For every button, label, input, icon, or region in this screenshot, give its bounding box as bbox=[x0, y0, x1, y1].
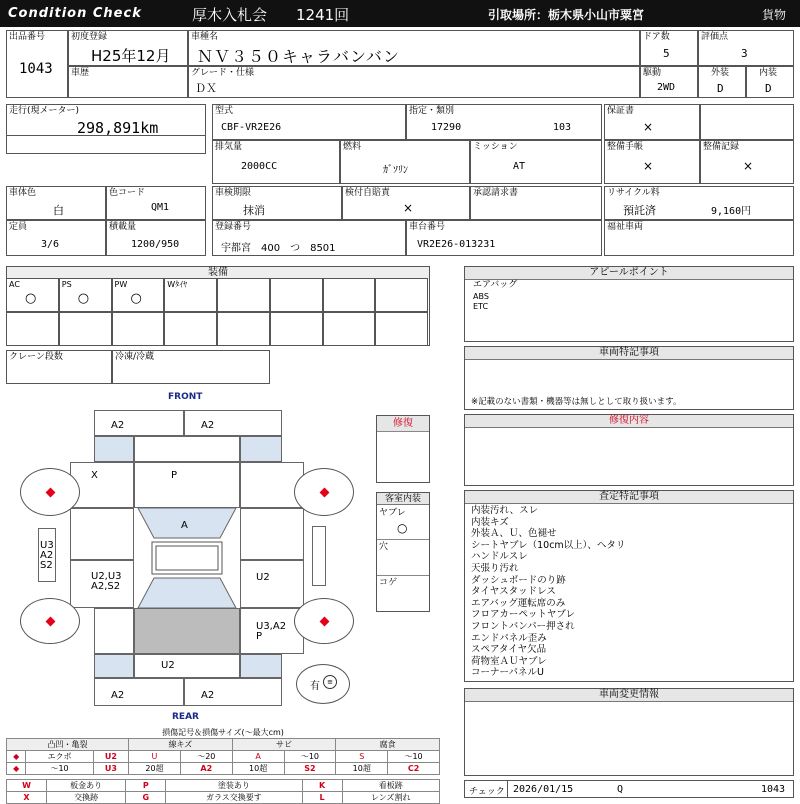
recycle-label: リサイクル料 bbox=[607, 188, 660, 198]
vehicle-category: 貨物 bbox=[762, 8, 787, 22]
legend-code: L bbox=[302, 792, 342, 804]
inspection-note: ハンドルスレ bbox=[471, 551, 528, 563]
right-front-door bbox=[240, 508, 304, 560]
mark-x: X bbox=[91, 470, 98, 481]
repair-box bbox=[376, 415, 430, 483]
spare-tire bbox=[296, 664, 350, 704]
rear-bumper-left bbox=[94, 678, 184, 706]
type-label: 型式 bbox=[215, 106, 234, 116]
legend-cell: ガラス交換要す bbox=[166, 792, 302, 804]
mission-box bbox=[470, 140, 602, 184]
legend-title: 損傷記号＆損傷サイズ(～最大cm) bbox=[162, 728, 284, 737]
mark-a2-rear-left: A2 bbox=[111, 690, 125, 701]
mission-label: ミッション bbox=[473, 142, 518, 152]
mark-a2-rear-right: A2 bbox=[201, 690, 215, 701]
load-label: 積載量 bbox=[109, 222, 137, 232]
mark-a2-front-left: A2 bbox=[111, 420, 125, 431]
body-color-label: 車体色 bbox=[9, 188, 37, 198]
rear-gate bbox=[134, 654, 240, 678]
welfare-label: 福祉車両 bbox=[607, 222, 644, 232]
change-panel bbox=[464, 688, 794, 776]
inspection-note: コーナーパネルU bbox=[471, 667, 544, 679]
appeal-item: エアバッグ bbox=[473, 280, 518, 290]
service-value: × bbox=[743, 159, 754, 173]
score-value: 3 bbox=[741, 47, 748, 60]
mark-right-quarter: U3,A2 P bbox=[256, 621, 287, 642]
check-label: チェック bbox=[469, 787, 505, 797]
color-code-label: 色コード bbox=[109, 188, 146, 198]
ext-label: 外装 bbox=[711, 68, 730, 78]
inspection-notes-panel bbox=[464, 490, 794, 682]
load-value: 1200/950 bbox=[131, 239, 180, 250]
equipment-cell bbox=[375, 278, 428, 312]
mark-u2-rear: U2 bbox=[161, 660, 175, 671]
check-mark: Q bbox=[617, 784, 624, 795]
crane-box bbox=[6, 350, 112, 384]
load-box bbox=[106, 220, 206, 256]
logo: Condition Check bbox=[8, 6, 142, 21]
category-number: 103 bbox=[553, 122, 572, 133]
legend-code: U2 bbox=[93, 751, 128, 763]
mark-left-slide: U2,U3 A2,S2 bbox=[91, 571, 122, 592]
appeal-item: ABS bbox=[473, 292, 489, 301]
service-label: 整備記録 bbox=[703, 142, 740, 152]
fuel-value: ｶﾞｿﾘﾝ bbox=[383, 165, 408, 176]
equipment-label: AC bbox=[9, 280, 20, 289]
fuel-box bbox=[340, 140, 470, 184]
legend-symbol: ◆ bbox=[7, 763, 26, 775]
legend-group: 凸凹・亀裂 bbox=[7, 739, 129, 751]
lot-label: 出品番号 bbox=[9, 32, 46, 42]
notes-footer: ※記載のない書類・機器等は無しとして取り扱います。 bbox=[471, 397, 682, 407]
left-front-door bbox=[70, 508, 134, 560]
rear-bumper-right bbox=[184, 678, 282, 706]
cabin-burn-label: コゲ bbox=[379, 578, 398, 588]
history-box bbox=[68, 66, 188, 98]
score-box bbox=[698, 30, 794, 66]
legend-cell: 塗装あり bbox=[166, 780, 302, 792]
warranty-box bbox=[604, 104, 700, 140]
check-date: 2026/01/15 bbox=[513, 784, 574, 795]
ext-value: D bbox=[717, 82, 724, 95]
legend-code: U3 bbox=[93, 763, 128, 775]
first-reg-value: H25年12月 bbox=[91, 47, 171, 65]
legend-code: G bbox=[126, 792, 166, 804]
header-bar bbox=[0, 0, 800, 27]
legend-cell: 10超 bbox=[336, 763, 388, 775]
legend-cell: レンズ割れ bbox=[342, 792, 439, 804]
doors-box bbox=[640, 30, 698, 66]
legend-code: S bbox=[336, 751, 388, 763]
lot-round: 1241回 bbox=[296, 6, 350, 24]
inspection-note: フロアカーペットヤブレ bbox=[471, 609, 576, 621]
legend-cell: 10超 bbox=[232, 763, 284, 775]
displacement-value: 2000CC bbox=[241, 161, 278, 172]
designation-value: 17290 bbox=[431, 122, 462, 133]
equipment-mark: ○ bbox=[130, 291, 142, 306]
equipment-label: Wﾀｲﾔ bbox=[167, 280, 188, 289]
right-side-bar bbox=[312, 526, 326, 586]
equipment-cell bbox=[270, 312, 323, 346]
capacity-label: 定員 bbox=[9, 222, 28, 232]
chassis-value: VR2E26-013231 bbox=[417, 239, 496, 250]
inspection-note: 内装汚れ、スレ bbox=[471, 505, 539, 516]
front-label: FRONT bbox=[168, 392, 203, 402]
equipment-cell bbox=[164, 278, 217, 312]
equipment-mark: ○ bbox=[77, 291, 90, 306]
front-bumper-right bbox=[184, 410, 282, 436]
repair-detail-panel bbox=[464, 414, 794, 486]
legend-cell: 板金あり bbox=[47, 780, 126, 792]
warranty-extra-box bbox=[700, 104, 794, 140]
legend-group: 腐食 bbox=[336, 739, 440, 751]
inspection-note: 外装Ａ、Ｕ、色褪せ bbox=[471, 528, 557, 540]
manual-label: 整備手帳 bbox=[607, 142, 644, 152]
equipment-label: PW bbox=[114, 280, 128, 289]
color-code-box bbox=[106, 186, 206, 220]
cabin-title: 客室内装 bbox=[377, 493, 429, 505]
designation-box bbox=[406, 104, 602, 140]
left-rear-quarter bbox=[94, 608, 134, 654]
model-box bbox=[188, 30, 640, 66]
type-value: CBF-VR2E26 bbox=[221, 122, 282, 133]
inspection-value: 抹消 bbox=[243, 204, 265, 217]
damage-marker bbox=[320, 488, 330, 498]
body-color-value: 白 bbox=[53, 204, 64, 217]
inspection-note: 荷物室ＡＵヤブレ bbox=[471, 655, 547, 667]
cabin-tear-label: ヤブレ bbox=[379, 508, 406, 518]
equipment-cell bbox=[112, 312, 165, 346]
ext-box bbox=[698, 66, 746, 98]
inspection-notes-title: 査定特記事項 bbox=[465, 491, 793, 504]
inspection-note: ダッシュボードのり跡 bbox=[471, 574, 566, 586]
reg-no-label: 登録番号 bbox=[215, 222, 252, 232]
mission-value: AT bbox=[513, 161, 526, 172]
autotax-box bbox=[342, 186, 470, 220]
inspection-note: エンドパネル歪み bbox=[471, 632, 547, 644]
recycle-box bbox=[604, 186, 794, 220]
legend-code: X bbox=[7, 792, 47, 804]
int-value: D bbox=[765, 82, 772, 95]
mark-a2-front-right: A2 bbox=[201, 420, 215, 431]
mark-left-bar: U3 A2 S2 bbox=[40, 540, 54, 571]
repair-detail-title: 修復内容 bbox=[465, 415, 793, 428]
recycle-fee: 9,160円 bbox=[711, 206, 752, 217]
drive-value: 2WD bbox=[657, 82, 676, 93]
recycle-status: 預託済 bbox=[623, 204, 656, 217]
reg-no-value: 宇都宮 400 つ 8501 bbox=[221, 243, 336, 254]
equipment-cell bbox=[323, 278, 376, 312]
capacity-value: 3/6 bbox=[41, 239, 60, 250]
mileage-value: 298,891km bbox=[77, 119, 159, 137]
grade-box bbox=[188, 66, 640, 98]
hood-front bbox=[134, 436, 240, 462]
inspection-note: シートヤブレ（10cm以上）、ヘタリ bbox=[471, 539, 626, 551]
legend-code: S2 bbox=[284, 763, 336, 775]
lot-number: 1043 bbox=[19, 61, 53, 77]
equipment-cell bbox=[59, 312, 112, 346]
color-code-value: QM1 bbox=[151, 202, 170, 213]
inspection-note: タイヤスタッドレス bbox=[471, 586, 556, 598]
lot-box bbox=[6, 30, 68, 98]
damage-marker bbox=[46, 488, 56, 498]
inspection-note: 内装キズ bbox=[471, 516, 509, 528]
repair-title: 修復 bbox=[377, 416, 429, 432]
front-corner-left bbox=[94, 436, 134, 462]
legend-code: A bbox=[232, 751, 284, 763]
legend-cell: ～20 bbox=[180, 751, 232, 763]
auction-name: 厚木入札会 bbox=[192, 6, 268, 24]
first-reg-label: 初度登録 bbox=[71, 32, 108, 42]
appeal-panel bbox=[464, 266, 794, 342]
legend-cell: 看板跡 bbox=[342, 780, 439, 792]
cabin-tear-mark: ○ bbox=[397, 521, 408, 535]
mileage-box bbox=[6, 104, 206, 154]
mark-p: P bbox=[171, 470, 178, 481]
autotax-value: × bbox=[403, 201, 414, 215]
legend-cell: 交換跡 bbox=[47, 792, 126, 804]
rear-corner-left bbox=[94, 654, 134, 678]
front-bumper-left bbox=[94, 410, 184, 436]
legend-group: サビ bbox=[232, 739, 336, 751]
drive-label: 駆動 bbox=[643, 68, 662, 78]
inspection-note: エアバッグ運転席のみ bbox=[471, 597, 566, 609]
autotax-label: 検付自賠責 bbox=[345, 188, 391, 198]
appeal-item: ETC bbox=[473, 302, 489, 311]
wheel-rear-right bbox=[294, 598, 354, 644]
rear-corner-right bbox=[240, 654, 282, 678]
legend-cell: ～10 bbox=[26, 763, 94, 775]
wheel-front-right bbox=[294, 468, 354, 516]
model-name: ＮＶ３５０キャラバンバン bbox=[197, 47, 400, 66]
model-label: 車種名 bbox=[191, 32, 219, 42]
chassis-box bbox=[406, 220, 602, 256]
left-fender bbox=[70, 462, 134, 508]
freezer-box bbox=[112, 350, 270, 384]
equipment-label: PS bbox=[61, 280, 72, 289]
spare-tire-icon: ≡ bbox=[323, 675, 337, 689]
reg-no-box bbox=[212, 220, 406, 256]
wheel-rear-left bbox=[20, 598, 80, 644]
legend-code: P bbox=[126, 780, 166, 792]
hood bbox=[134, 462, 240, 508]
appeal-title: アピールポイント bbox=[465, 267, 793, 280]
equipment-cell bbox=[323, 312, 376, 346]
equipment-cell bbox=[217, 312, 270, 346]
capacity-box bbox=[6, 220, 106, 256]
legend-code: W bbox=[7, 780, 47, 792]
cabin-box bbox=[376, 492, 430, 612]
chassis-label: 車台番号 bbox=[409, 222, 446, 232]
inspection-note: 天張り汚れ bbox=[471, 562, 519, 574]
model-type-box bbox=[212, 104, 406, 140]
approval-label: 承認請求書 bbox=[473, 188, 519, 198]
fuel-label: 燃料 bbox=[343, 142, 362, 152]
rear-floor bbox=[134, 608, 240, 654]
first-reg-box bbox=[68, 30, 188, 66]
inspection-box bbox=[212, 186, 342, 220]
legend-code: K bbox=[302, 780, 342, 792]
int-box bbox=[746, 66, 794, 98]
equipment-cell bbox=[164, 312, 217, 346]
int-label: 内装 bbox=[759, 68, 778, 78]
equipment-mark: ○ bbox=[25, 291, 37, 306]
mileage-label: 走行(現メーター) bbox=[9, 106, 80, 116]
front-corner-right bbox=[240, 436, 282, 462]
crane-label: クレーン段数 bbox=[9, 352, 63, 362]
check-footer bbox=[464, 780, 794, 798]
inspection-note: フロントバンパー押され bbox=[471, 620, 575, 632]
service-box bbox=[700, 140, 794, 184]
damage-marker bbox=[320, 617, 330, 627]
legend-group: 線キズ bbox=[129, 739, 233, 751]
freezer-label: 冷凍/冷蔵 bbox=[115, 352, 155, 362]
equipment-cell bbox=[270, 278, 323, 312]
displacement-label: 排気量 bbox=[215, 142, 243, 152]
body-color-box bbox=[6, 186, 106, 220]
legend-code: C2 bbox=[388, 763, 440, 775]
wheel-front-left bbox=[20, 468, 80, 516]
spare-tire-label: 有 bbox=[310, 681, 320, 692]
notes-title: 車両特記事項 bbox=[465, 347, 793, 360]
equipment-cell bbox=[217, 278, 270, 312]
equipment-cell bbox=[6, 312, 59, 346]
grade-label: グレード・仕様 bbox=[191, 68, 255, 78]
manual-box bbox=[604, 140, 700, 184]
legend-code: U bbox=[129, 751, 181, 763]
mark-a: A bbox=[181, 520, 188, 531]
drive-box bbox=[640, 66, 698, 98]
doors-label: ドア数 bbox=[643, 32, 670, 42]
doors-value: 5 bbox=[663, 47, 670, 60]
check-lot: 1043 bbox=[761, 784, 786, 795]
legend-cell: 20超 bbox=[129, 763, 181, 775]
welfare-box bbox=[604, 220, 794, 256]
legend-cell: ～10 bbox=[388, 751, 440, 763]
legend-code: A2 bbox=[180, 763, 232, 775]
legend-cell: エクボ bbox=[26, 751, 94, 763]
notes-panel bbox=[464, 346, 794, 410]
inspection-label: 車検期限 bbox=[215, 188, 252, 198]
change-title: 車両変更情報 bbox=[465, 689, 793, 702]
right-slide-door bbox=[240, 560, 304, 608]
equipment-cell bbox=[112, 278, 165, 312]
cabin-hole-label: 穴 bbox=[379, 542, 389, 552]
designation-label: 指定・類別 bbox=[409, 106, 455, 116]
score-label: 評価点 bbox=[701, 32, 729, 42]
displacement-box bbox=[212, 140, 340, 184]
rear-label: REAR bbox=[172, 712, 199, 722]
warranty-value: × bbox=[643, 120, 654, 134]
damage-marker bbox=[46, 617, 56, 627]
equipment-title: 装備 bbox=[7, 267, 429, 279]
approval-box bbox=[470, 186, 602, 220]
legend-cell: ～10 bbox=[284, 751, 336, 763]
history-label: 車歴 bbox=[71, 68, 90, 78]
legend-symbol: ◆ bbox=[7, 751, 26, 763]
equipment-cell bbox=[59, 278, 112, 312]
legend bbox=[6, 728, 440, 804]
equipment-cell bbox=[375, 312, 428, 346]
equipment-cell bbox=[6, 278, 59, 312]
grade-value: ＤＸ bbox=[195, 82, 217, 95]
pickup-location: 引取場所：栃木県小山市粟宮 bbox=[488, 8, 645, 22]
manual-value: × bbox=[643, 159, 654, 173]
warranty-label: 保証書 bbox=[607, 106, 635, 116]
mark-right-slide: U2 bbox=[256, 572, 270, 583]
inspection-note: スペアタイヤ欠品 bbox=[471, 644, 547, 656]
